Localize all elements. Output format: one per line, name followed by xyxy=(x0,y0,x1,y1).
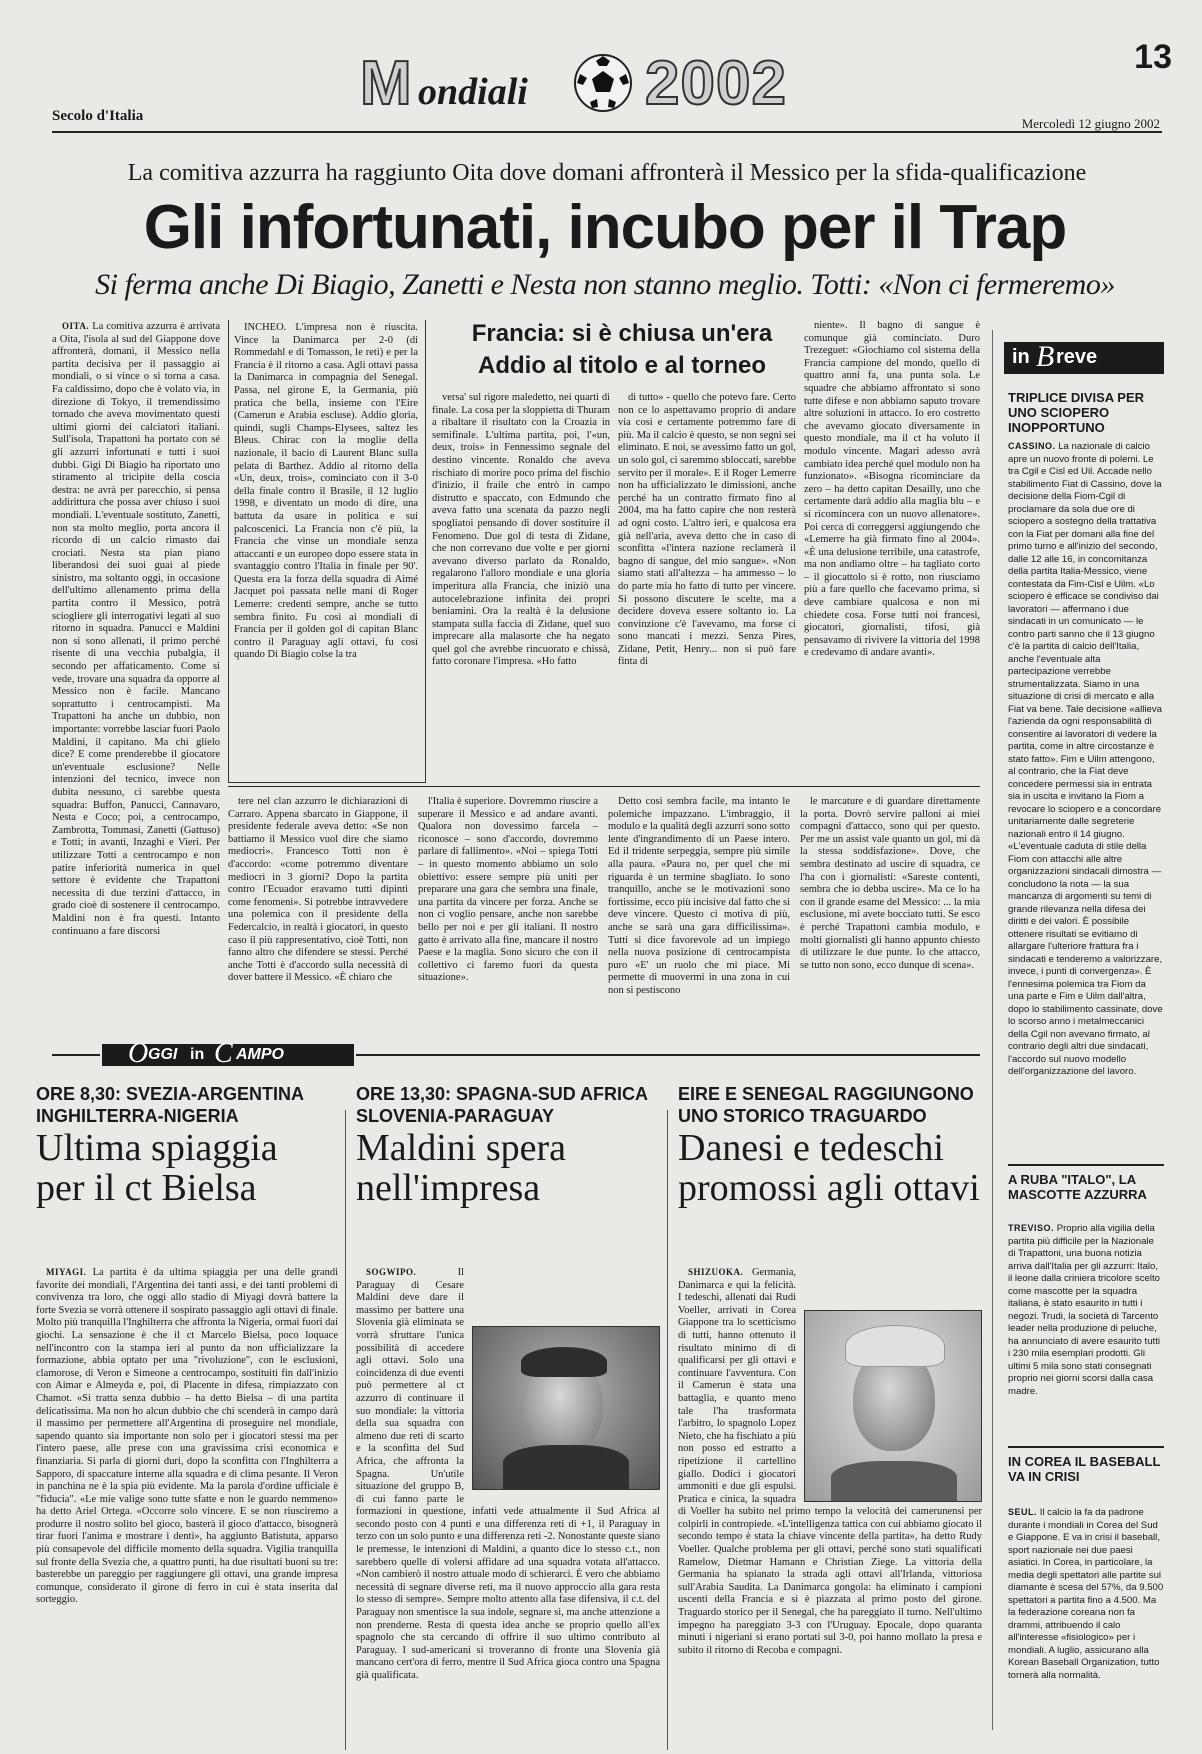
oggi-story-0-kicker-2: INGHILTERRA-NIGERIA xyxy=(36,1106,239,1126)
sidebar-item-2-dateline: SEUL. xyxy=(1008,1507,1038,1517)
france-col3 xyxy=(804,320,980,780)
oggi-story-2-kicker-2: UNO STORICO TRAGUARDO xyxy=(678,1106,927,1126)
maldini-hair xyxy=(521,1347,607,1377)
oggi-story-2-text: Germania, Danimarca e qui la felicità. I tedeschi, allenati dai Rudi Voeller, arrivati in Corea Giappone tra lo scetticismo di tutti, hanno ottenuto il risultato minimo di dì qualificarsi per gli ottavi e continuare l'avventura. Con il Camerun è stata una battaglia, e quanto meno tale l'ha trasformata l'arbitro, lo spagnolo Lopez Nieto, che ha fischiato a più non posso ed estratto a ripetizione il cartellino giallo. Dodici i giocatori ammoniti e due gli espulsi. Pratica e cinica, la squadra di Voeller ha subìto nel primo tempo la velocità dei camerunensi per colpirli in contropiede. «L'intelligenza tattica con cui abbiamo giocato il secondo tempo è stata la chiave vincente della partita», ha detto Rudy Voeller. Qualche problema per gli ottavi, perché sono stati squalificati Ramelow, Dietmar Hamann e Christian Ziege. La vittoria della Germania ha spianato la strada agli ottavi all'Irlanda, vittoriosa sull'Arabia Saudita. La Danimarca gongola: ha eliminato i campioni uscenti della Francia e si è piazzata al primo posto del girone. Traguardo storico per il Senegal, che ha pareggiato il turno. Nell'ultimo impegno ha pareggiato 3-3 con l'Uruguay. Epocale, dopo quaranta minuti i nigeriani si erano portati sul 3-0, poi hanno mollato la presa e subìto il ritorno di Recoba e compagni. xyxy=(678,1267,982,1656)
sidebar-item-2-body xyxy=(1008,1506,1164,1734)
banner-ggi: GGI xyxy=(148,1046,178,1063)
sidebar-header-b: B xyxy=(1036,340,1055,373)
sidebar-item-1-title: A RUBA "ITALO", LA MASCOTTE AZZURRA xyxy=(1008,1172,1147,1202)
oggi-story-0-headline-2: per il ct Bielsa xyxy=(36,1167,257,1209)
oggi-top-rule-right xyxy=(356,1054,980,1056)
dateline-oita: OITA. xyxy=(62,321,90,331)
banner-in: in xyxy=(190,1046,205,1063)
oggi-story-1-text: Il Paraguay di Cesare Maldini deve dare il massimo per battere una Slovenia già eliminata se vorrà sfruttare l'unica possibilità di accedere agli ottavi. Solo una coincidenza di due eventi può permettere al ct azzurro di continuare il suo mondiale: la vittoria della sua squadra con almeno due reti di scarto e la sconfitta del Sud Africa, che affronta la Spagna. Un'utile situazione del gruppo B, di cui fanno parte le formazioni in questione, infatti vede attualmente il Sud Africa al secondo posto con 4 punti e una differenza reti di +1, il Paraguay in terzo con un solo punto e una differenza reti -2. Nonostante queste siano le premesse, le intenzioni di Maldini, a quanto dice lo stesso c.t., non sarebbero quelle di volersi affidare ad una squadra votata all'attacco. «Non cambierò il nostro attuale modo di schierarci. È vero che abbiamo necessità di segnare diverse reti, ma il nuovo approccio alla gara resta lo stesso di sempre». Sempre molto attento alla fase difensiva, il c.t. del Paraguay non smentisce la sua indole, segnare sì, ma anche attenzione a non prenderne. Resta di questa idea anche se proprio quello all'ex spagnolo che sta cercando di offrire il suo ultimo contributo al Paraguay. I sud-americani si troveranno di fronte una Slovenia già mancano cert'ora di ferro, mentre il Sud Africa gioca contro una Spagna già qualificata. xyxy=(356,1267,660,1681)
sidebar-item-0-body xyxy=(1008,440,1164,1158)
middle-col1 xyxy=(418,796,598,1028)
france-bottom-rule xyxy=(228,786,980,787)
voeller-hair xyxy=(845,1325,945,1367)
main-story-col2 xyxy=(234,322,418,778)
main-headline: Gli infortunati, incubo per il Trap xyxy=(143,193,1067,262)
sidebar-item-0-dateline: CASSINO. xyxy=(1008,441,1056,451)
banner-ampo: AMPO xyxy=(236,1046,284,1063)
oggi-story-1-headline-1: Maldini spera xyxy=(356,1127,567,1169)
oggi-story-1-kicker-1: ORE 13,30: SPAGNA-SUD AFRICA xyxy=(356,1084,649,1104)
football-icon xyxy=(572,52,634,114)
france-text-1: versa' sul rigore maledetto, nei quarti di finale. La cosa per la sloppietta di Thuram a ribaltare il risultato con la Croazia in semifinale. L'ultima partita, poi, l'«un, deux, trois» in Fennessimo segnale del destino vincente. Ronaldo che aveva rischiato di morire poco prima del fischio d'inizio, il fraile che entrò in campo distrutto e spaccato, con Edmundo che aveva fatto una scenata da pazzo negli spogliatoi pensando di dover sostituire il Fenomeno. Due gol di testa di Zidane, che non correvano due volte e per giorni avevano diverso parlato da Ronaldo, regalarono l'alloro mondiale e una gloria imperitura alla Francia, che iniziò una autocelebrazione infinita dei propri beniamini. Ora la realtà è la delusione stampata sulla faccia di Zidane, quel suo imprecare alla malasorte che ha negato quel gol che avrebbe rincuorato e chissà, fatto coronare l'impresa. «Ho fatto xyxy=(432,392,610,668)
oggi-divider-2 xyxy=(667,1110,668,1750)
oggi-story-0-kicker-1: ORE 8,30: SVEZIA-ARGENTINA xyxy=(36,1084,305,1104)
oggi-story-2-headline-2: promossi agli ottavi xyxy=(678,1167,980,1209)
paper-name: Secolo d'Italia xyxy=(52,108,144,124)
continuation-text-3: le marcature e di guardare direttamente la porta. Dovrò servire palloni ai miei compagni d'attacco, sono qui per questo. Per me un assist vale quanto un gol, mi dà la stessa soddisfazione». Dove, che sembra destinato ad uscire di squadra, ce l'ha con i giornalisti: «Sareste contenti, sembra che io debba uscire». Ma ce lo ha con il grande esame del Messico: ... la mia esclusione, mi avete bocciato tutti. Se esco è perché Trapattoni cambia modulo, e molti giornalisti gli hanno appunto chiesto di utilizzare le due punte. Io che attacco, se tutto non sono, ecco dunque di scena». xyxy=(800,796,980,971)
main-kicker: La comitiva azzurra ha raggiunto Oita dove domani affronterà il Messico per la sfida-qualificazione xyxy=(127,160,1087,186)
oggi-story-2-kicker-1: EIRE E SENEGAL RAGGIUNGONO xyxy=(678,1084,974,1104)
masthead-year: 2002 xyxy=(645,49,787,118)
continuation-text-1: l'Italia è superiore. Dovremmo riuscire a superare il Messico e ad andare avanti. Qualora non dovessimo farcela – riconosce – sono d'accordo, dovremmo parlare di fallimento». «Noi – spiega Totti – in questo momento abbiamo un solo obiettivo: essere sempre più uniti per preparare una gara che sembra una finale, una partita da vincere per forza. Anche se non ci voglio pensare, anche non sarebbe bello per noi e per gli italiani. Il nostro gatto è arrivato alla fine, mancare il nostro Paese e la maglia. Sono sicuro che con il collettivo ci faremo fuori da questa situazione». xyxy=(418,796,598,984)
france-headline-1: Francia: si è chiusa un'era xyxy=(471,320,773,347)
oggi-story-0-dateline: MIYAGI. xyxy=(46,1267,87,1277)
sidebar-item-0-title: TRIPLICE DIVISA PER UNO SCIOPERO INOPPORTUNO xyxy=(1008,390,1145,435)
main-story-text-1: La comitiva azzurra è arrivata a Oita, l'isola al sud del Giappone dove affronterà, domani, il Messico nella partita decisiva per il passaggio ai mondiali, o si vince o si torna a casa. Fa caldissimo, dopo che è volato via, in direzione di Tokyo, il tremendissimo tornado che aveva movimentato questi ultimi giorni dei calciatori italiani. Sull'isola, Trapattoni ha portato con sé gli azzurri infortunati e tutti i suoi dubbi. Gigi Di Biagio ha riportato uno stiramento al tricipite della coscia destra: ne avrà per parecchio, si pensa addirittura che possa aver chiuso i suoi mondiali. L'eventuale sostituto, Zanetti, non sta molto meglio, porta ancora il ricordo di un calcio rimasto dai crociati. Nesta sta pian piano liberandosi dei suoi guai al piede sinistro, ma soltanto oggi, in occasione dell'ultimo allenamento prima della partita contro il Messico, potrà sciogliere gli interrogativi legati al suo ritorno in squadra. Panucci e Maldini non si sono allenati, il primo perché risente di una vecchia pubalgia, il secondo per affaticamento. Come si vede, trovare una squadra da opporre al Messico non è facile. Mancano soprattutto i centrocampisti. Ma Trapattoni ha anche un dubbio, non importante: vorrebbe lasciar fuori Paolo Maldini, il capitano. Ma chi glielo dice? E come prenderebbe il giocatore un'eventuale esclusione? Nelle intenzioni del tecnico, invece non dubita nessuno, ci sarebbe questa squadra: Buffon, Panucci, Cannavaro, Nesta e Coco; poi, a centrocampo, Zambrotta, Tommasi, Zanetti (Gattuso) e Totti; in avanti, Inzaghi e Vieri. Per utilizzare Totti a centrocampo e non patire inferiorità numerica in quel settore è evidente che Trapattoni necessita di due terzini d'attacco, in grado cioè di sostenere il centrocampo. Maldini non è fra questi. Intanto continuano a fare discorsi xyxy=(52,321,220,937)
oggi-story-1-body-top xyxy=(356,1266,660,1742)
france-headline-2: Addio al titolo e al torneo xyxy=(478,352,766,379)
sidebar-item-1-text: Proprio alla vigilia della partita più difficile per la Nazionale di Trapattoni, una buona notizia arriva dall'Italia per gli azzurri: Italo, il leone dalla criniera tricolore scelto come mascotte per la squadra italiana, è stato esaurito in tutti i negozi. Trudi, la società di Tarcento leader nella produzione di peluche, ha annunciato di avere esaurito tutti i 230 mila esemplari prodotti. Gli ultimi 5 mila sono stati consegnati proprio nei giorni scorsi dalla casa madre. xyxy=(1008,1223,1161,1397)
banner-c: C xyxy=(214,1038,233,1069)
sidebar-rule-1 xyxy=(1008,1164,1164,1166)
masthead-m: M xyxy=(360,49,412,118)
sidebar-item-2-text: Il calcio la fa da padrone durante i mondiali in Corea del Sud e Giappone. E va in crisi il baseball, sport nazionale nei due paesi asiatici. In Corea, in particolare, la media degli spettatori alle partite sul diamante è scesa del 57%, da 9.500 spettatori a partita fino a 4.500. Ma la federazione coreana non fa drammi, attribuendo il calo all'interesse «fisiologico» per i mondiali. A luglio, assicurano alla Korean Baseball Organization, tutto tornerà alla normalità. xyxy=(1008,1507,1164,1681)
maldini-photo xyxy=(472,1326,660,1490)
sidebar-header-in: in xyxy=(1012,346,1030,368)
maldini-suit xyxy=(503,1445,629,1489)
oggi-top-rule-left xyxy=(52,1054,100,1056)
oggi-story-0-text: La partita è da ultima spiaggia per una delle grandi favorite dei mondiali, l'Argentina dei tanti assi, e dei tanti problemi di convivenza tra loro, che oggi allo stadio di Miyagi dovrà battere la forte Svezia se vorrà ottenere il sospirato passaggio agli ottavi di finale. Molto più tranquilla l'Inghilterra che affronta la Nigeria, ormai fuori dai giochi. La sensazione è che il ct Marcelo Bielsa, poco loquace nell'incontro con la stampa ieri al punto da non ufficializzare la formazione, abbia optato per una "rivoluzione", con le esclusioni, clamorose, di Veron e Simeone a centrocampo, sostituiti fin dall'inizio con Aimar e Almeyda e, poi, di Placente in difesa, rimpiazzato con Chamot. «Si tratta senza dubbio – ha detto Bielsa – di una partita delicatissima. Ma non ho alcun dubbio che chi scenderà in campo darà il massimo per permettere all'Argentina di proseguire nel mondiale, sapendo quanto sia importante non solo per i giocatori stessi ma per l'intero paese, alle prese con una gravissima crisi economica e finanziaria. Si parla di giorni duri, dopo la sconfitta con l'Inghilterra a Sapporo, di spaccature interne alla squadra e di clima pesante. Il Veron in panchina ne è la spia più evidente. Ma la parola d'ordine ufficiale è "fiducia". «Le mie valige sono tutte sfatte e non le guardo nemmeno» ha detto Ariel Ortega. «Occorre solo vincere. E se non riusciremo a produrre il nostro solito bel gioco, basterà il gioco d'attacco, bisognerà tirar fuori l'anima e mostrare i denti», ha aggiunto Batistuta, apparso più consapevole del difficile momento della squadra. Vigilia tranquilla sul fronte della Svezia che, a quattro punti, ha due risultati buoni su tre: basterebbe un pareggio per raggiungere gli ottavi, una grande impresa comunque, considerato il girone di ferro in cui è stata inserita dal sorteggio. xyxy=(36,1267,338,1606)
banner-o: O xyxy=(128,1038,149,1069)
oggi-story-1-headline-2: nell'impresa xyxy=(356,1167,541,1209)
france-col1 xyxy=(432,392,610,780)
masthead-logo xyxy=(360,48,880,118)
continuation-text-2: Detto così sembra facile, ma intanto le polemiche impazzano. L'imbraggio, il modulo e la qualità degli azzurri sono sotto lente d'ingrandimento di un Paese intero. Ed il tridente serpeggia, sempre più simile alla paura. «Paura no, per quel che mi riguarda è un termine sbagliato. Io sono tranquillo, anche se le motivazioni sono fortissime, ecco più incisive dal fatto che si deve vincere. Questo ci motiva di più, anche se sarà una gara difficilissima». Tutti si dice favorevole ad un impiego nella nuova posizione di centrocampista puro «E' un ruolo che mi piace. Mi permette di muovermi in una zona in cui non si pestiscono xyxy=(608,796,790,996)
sidebar-rule-2 xyxy=(1008,1446,1164,1448)
sidebar-header-rest: reve xyxy=(1056,346,1098,368)
oggi-story-1-dateline: SOGWIPO. xyxy=(366,1267,417,1277)
oggi-divider-1 xyxy=(345,1110,346,1750)
sidebar-item-1-dateline: TREVISO. xyxy=(1008,1223,1055,1233)
masthead-rule xyxy=(52,131,1162,133)
main-story-continuation xyxy=(228,796,408,1028)
sidebar-item-2-title: IN COREA IL BASEBALL VA IN CRISI xyxy=(1008,1454,1161,1484)
main-subheadline: Si ferma anche Di Biagio, Zanetti e Nesta non stanno meglio. Totti: «Non ci fermeremo» xyxy=(95,268,1115,301)
france-text-2: di tutto» - quello che potevo fare. Certo non ce lo aspettavamo proprio di andare via così e certamente potremmo fare di più. Ma il calcio è questo, se non segni sei eliminato. E noi, se avessimo fatto un gol, un solo gol, ci saremmo sbloccati, sarebbe servito per il morale». E il Roger Lemerre non ha ufficializzato le dimissioni, anche perché ha un contratto firmato fino al 2004, ma ha fatto capire che non resterà ad ogni costo. L'altro ieri, e qualcosa era già nell'aria, aveva detto che in caso di sconfitta «l'intera nazione reclamerà il bagno di sangue, del mio sangue». «Non siamo stati all'altezza – ha ammesso – lo do parte mia ho fatto di tutto per vincere. Si possono discutere le scelte, ma a decidere doveva essere soltanto io. La convinzione c'è l'avevamo, ma forse ci sono mancati i mezzi. Senza Pires, Zidane, Petit, Henry... non si può fare finta di xyxy=(618,392,796,668)
middle-col2 xyxy=(608,796,790,1028)
sidebar-header xyxy=(1004,342,1164,374)
oggi-story-2-body xyxy=(678,1266,982,1742)
continuation-text-0: tere nel clan azzurro le dichiarazioni di Carraro. Appena sbarcato in Giappone, il presidente federale aveva detto: «Se non battiamo il Messico vuol dire che siamo mediocri». Francesco Totti non è d'accordo: «come potremmo diventare mediocri in 3 giorni? Dopo la partita contro l'Ecuador eravamo tutti dipinti come fenomeni». Si potrebbe intravvedere una polemica con il presidente della Federcalcio, in realtà i giocatori, in questo caso il più rappresentativo, cioè Totti, non fanno altro che difendere se stessi. Perché anche Totti è d'accordo sulla necessità di dover battere il Messico. «È chiaro che xyxy=(228,796,408,984)
oggi-story-1-kicker-2: SLOVENIA-PARAGUAY xyxy=(356,1106,555,1126)
middle-col3 xyxy=(800,796,980,1028)
issue-date: Mercoledì 12 giugno 2002 xyxy=(1021,116,1160,131)
voeller-photo xyxy=(804,1310,982,1502)
oggi-story-0-body xyxy=(36,1266,338,1742)
oggi-story-2-headline-1: Danesi e tedeschi xyxy=(678,1127,944,1169)
main-story-col1 xyxy=(52,320,220,1028)
oggi-story-0-headline-1: Ultima spiaggia xyxy=(36,1127,278,1169)
sidebar-item-0-text: La nazionale di calcio apre un nuovo fronte di polemi. Le tra Cgil e Cisl ed Uil. Accade nello stabilimento Fiat di Cassino, dove la decisione della Fiom-Cgil di proclamare da sola due ore di sciopero a sostegno della trattativa con la Fiat per domani alla fine del primo turno e all'inizio del secondo, dalle 12 alle 16, in concomitanza della partita Italia-Messico, viene contestata da Fim-Cisl e Uilm. «Lo sciopero è efficace se condiviso dai lavoratori — affermano i due sindacati in un comunicato — le contro parti sanno che il 13 giugno c'è la partita di calcio dell'Italia, anche l'eventuale alta partecipazione verrebbe strumentalizzata. Siamo in una situazione di crisi di mercato e alla Fiat va bene. Tale decisione «allieva l'azienda da ogni responsabilità di consentire ai lavoratori di vedere la partita, come in altre circostanze è stato fatto». Fim e Uilm attengono, al contrario, che la Fiat deve concedere permessi sia in entrata sia in uscita e invitano la Fiom a revocare lo sciopero e a concordare unitariamente dalle segreterie nazionali entro il 14 giugno. «L'eventuale caduta di stile della Fiom con attacchi alle altre organizzazioni sindacali dimostra — concludono la nota — la sua mancanza di argomenti su temi di grande rilevanza nella difesa dei diritti e dei valori. È possibile ottenere risultati se evitiamo di allargare l'ulteriore frattura fra i sindacati e tenderemo a valorizzare, invece, i punti di convergenza». È l'ennesima polemica tra Fiom da una parte e Fim e Uilm dall'altra, dopo lo stabilimento cassinate, dove lo scorso anno i metalmeccanici della Cgil non avevano firmato, al contrario degli altri due sindacati, l'accordo sul nuovo modello dell'organizzazione del lavoro. xyxy=(1008,441,1163,1077)
france-col2 xyxy=(618,392,796,780)
oggi-in-campo-banner xyxy=(102,1038,354,1069)
france-text-3: niente». Il bagno di sangue è comunque già cominciato. Duro Trezeguet: «Giochiamo col sistema della Francia campione del mondo, quello di quattro anni fa, una punta sola. Le squadre che abbiamo affrontato si sono tutte difese e non abbiamo saputo trovare altre soluzioni in attacco. Io ero costretto che avevamo giocato diversamente in questo mondiale, ma il ct ha voluto il modulo vincente. Magari adesso avrà cambiato idea perché quel modulo non ha funzionato». «Bisogna ricominciare da zero – ha detto capitan Desailly, uno che certamente darà addio alla maglia blu – e si ricomincera con un nuovo allenatore». Poi cerca di correggersi aggiungendo che «Lemerre ha già firmato fino al 2004». «È una delusione terribile, una catastrofe, ma non andiamo oltre – ha tagliato corto – il giocattolo si è rotto, non riusciamo più a fare quello che facevamo prima, si deve cambiare qualcosa e non mi chiedete cosa. Forse tutti noi francesi, giocatori, giornalisti, tifosi, già pensavamo di rivivere la vittoria del 1998 e credevamo di andare avanti». xyxy=(804,320,980,659)
page-number: 13 xyxy=(1134,38,1172,76)
sidebar-item-1-body xyxy=(1008,1222,1164,1450)
main-story-text-2: INCHEO. L'impresa non è riuscita. Vince la Danimarca per 2-0 (di Rommedahl e di Tomasson, le reti) e per la Francia è il ritorno a casa. Agli ottavi passa la Danimarca in compagnia del Senegal. Passa, nel girone E, la Germania, più pratica che bella, insieme con l'Eire (Camerun e Arabia escluse). Addio gloria, quindi, sugli Champs-Elysees, saltez les Bleus. Chirac con la moglie della nazionale, il bacio di Laurent Blanc sulla pelata di Barthez. Addio al ritorno della «Un, deux, trois», cominciato con il 3-0 della finale contro il Brasile, il 12 luglio 1998, e diventato un modo di dire, una battuta da usare in politica e sui palcoscenici. La Francia non c'è più, la Francia che vinse un mondiale senza attaccanti e un europeo dopo essere stata in svantaggio contro l'Italia in finale per 90'. Questa era la forza della squadra di Aimé Jacquet poi passata nelle mani di Roger Lemerre: credenti sempre, anche se tutto sembra finito. Fu così ai mondiali di Francia per il golden gol di capitan Blanc contro il Paraguay agli ottavi, fu così quando Di Biagio colse la tra xyxy=(234,322,418,661)
voeller-shirt xyxy=(831,1461,957,1501)
masthead-ondiali: ondiali xyxy=(418,71,528,113)
oggi-story-2-dateline: SHIZUOKA. xyxy=(688,1267,744,1277)
